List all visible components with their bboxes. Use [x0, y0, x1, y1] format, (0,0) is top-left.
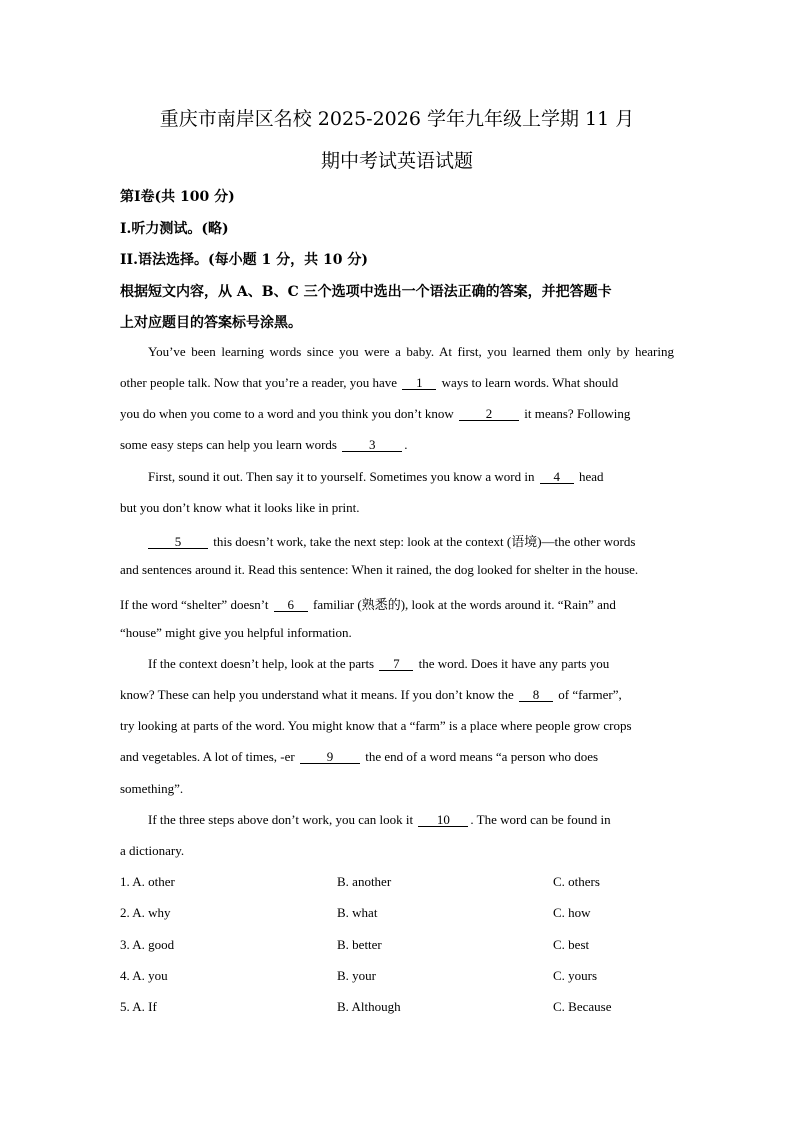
question-options	[120, 905, 680, 923]
passage-text: this doesn’t work, take the next step: look at the context (语境)—the other words	[213, 534, 636, 549]
passage-text: familiar (熟悉的), look at the words around it. “Rain” and	[312, 597, 616, 612]
blank-10[interactable]: 10	[418, 813, 468, 827]
option-a[interactable]: 4. A. you	[120, 968, 168, 983]
blank-9[interactable]: 9	[300, 750, 360, 764]
passage-text: the end of a word means “a person who does	[365, 749, 599, 764]
passage-line	[148, 469, 674, 485]
option-c[interactable]: C. how	[553, 905, 591, 920]
exam-subtitle: 期中考试英语试题	[320, 150, 473, 172]
blank-5[interactable]: 5	[148, 535, 208, 549]
passage-text: If the word “shelter” doesn’t	[120, 597, 269, 612]
passage-line	[120, 406, 674, 422]
passage-line	[120, 781, 674, 797]
instruction-line-1: 根据短文内容，从 A、B、C 三个选项中选出一个语法正确的答案，并把答题卡	[120, 284, 612, 300]
passage-text: but you don’t know what it looks like in print.	[120, 500, 360, 515]
passage-text: other people talk. Now that you’re a reader, you have	[120, 375, 398, 390]
listening-heading: I.听力测试。(略)	[120, 221, 229, 237]
option-a[interactable]: 2. A. why	[120, 905, 171, 920]
option-b[interactable]: B. another	[337, 874, 392, 889]
option-b[interactable]: B. Although	[337, 999, 401, 1014]
passage-text: If the context doesn’t help, look at the parts	[148, 656, 375, 671]
passage-line	[120, 843, 674, 859]
blank-1[interactable]: 1	[402, 376, 436, 390]
option-c[interactable]: C. Because	[553, 999, 612, 1014]
option-a[interactable]: 5. A. If	[120, 999, 157, 1014]
passage-text: of “farmer”,	[558, 687, 622, 702]
question-options	[120, 937, 680, 955]
option-c[interactable]: C. yours	[553, 968, 598, 983]
question-options	[120, 968, 680, 986]
passage-line	[120, 500, 674, 516]
question-options	[120, 999, 680, 1017]
blank-3[interactable]: 3	[342, 438, 402, 452]
part-heading: 第Ⅰ卷(共 100 分)	[120, 189, 235, 205]
passage-line	[120, 749, 674, 765]
passage-text: it means? Following	[524, 406, 631, 421]
option-c[interactable]: C. others	[553, 874, 600, 889]
passage-line	[120, 562, 674, 578]
blank-4[interactable]: 4	[540, 470, 574, 484]
passage-text: If the three steps above don’t work, you can look it	[148, 812, 414, 827]
passage-text: ways to learn words. What should	[441, 375, 619, 390]
passage-text: some easy steps can help you learn words	[120, 437, 337, 452]
passage-text: you do when you come to a word and you think you don’t know	[120, 406, 454, 421]
passage-text: know? These can help you understand what it means. If you don’t know the	[120, 687, 514, 702]
grammar-heading: II.语法选择。(每小题 1 分，共 10 分)	[120, 252, 368, 268]
exam-title: 重庆市南岸区名校 2025-2026 学年九年级上学期 11 月	[159, 108, 635, 130]
option-b[interactable]: B. what	[337, 905, 378, 920]
option-a[interactable]: 3. A. good	[120, 937, 175, 952]
passage-line	[120, 718, 674, 734]
blank-7[interactable]: 7	[379, 657, 413, 671]
passage-text: and sentences around it. Read this sentence: When it rained, the dog looked for shelter in the house.	[120, 562, 639, 577]
option-b[interactable]: B. better	[337, 937, 382, 952]
option-b[interactable]: B. your	[337, 968, 376, 983]
passage-text: and vegetables. A lot of times, -er	[120, 749, 295, 764]
passage-line	[120, 437, 674, 453]
passage-line	[148, 531, 674, 550]
passage-text: try looking at parts of the word. You might know that a “farm” is a place where people grow crops	[120, 718, 632, 733]
passage-text: head	[579, 469, 604, 484]
passage-text: the word. Does it have any parts you	[418, 656, 610, 671]
passage-text: something”.	[120, 781, 184, 796]
instruction-line-2: 上对应题目的答案标号涂黑。	[120, 315, 302, 331]
passage-text: . The word can be found in	[470, 812, 611, 827]
passage-line	[148, 344, 674, 360]
blank-8[interactable]: 8	[519, 688, 553, 702]
blank-2[interactable]: 2	[459, 407, 519, 421]
question-options	[120, 874, 680, 892]
blank-6[interactable]: 6	[274, 598, 308, 612]
passage-line	[120, 687, 674, 703]
passage-text: First, sound it out. Then say it to yourself. Sometimes you know a word in	[148, 469, 535, 484]
option-a[interactable]: 1. A. other	[120, 874, 175, 889]
passage-line	[120, 594, 674, 613]
passage-text: You’ve been learning words since you were a baby. At first, you learned them only by hearing	[148, 344, 674, 359]
passage-line	[148, 656, 674, 672]
passage-line	[120, 625, 674, 641]
passage-line	[120, 375, 674, 391]
passage-text: “house” might give you helpful information.	[120, 625, 352, 640]
passage-text: a dictionary.	[120, 843, 185, 858]
option-c[interactable]: C. best	[553, 937, 590, 952]
passage-text: .	[404, 437, 408, 452]
passage-line	[148, 812, 674, 828]
